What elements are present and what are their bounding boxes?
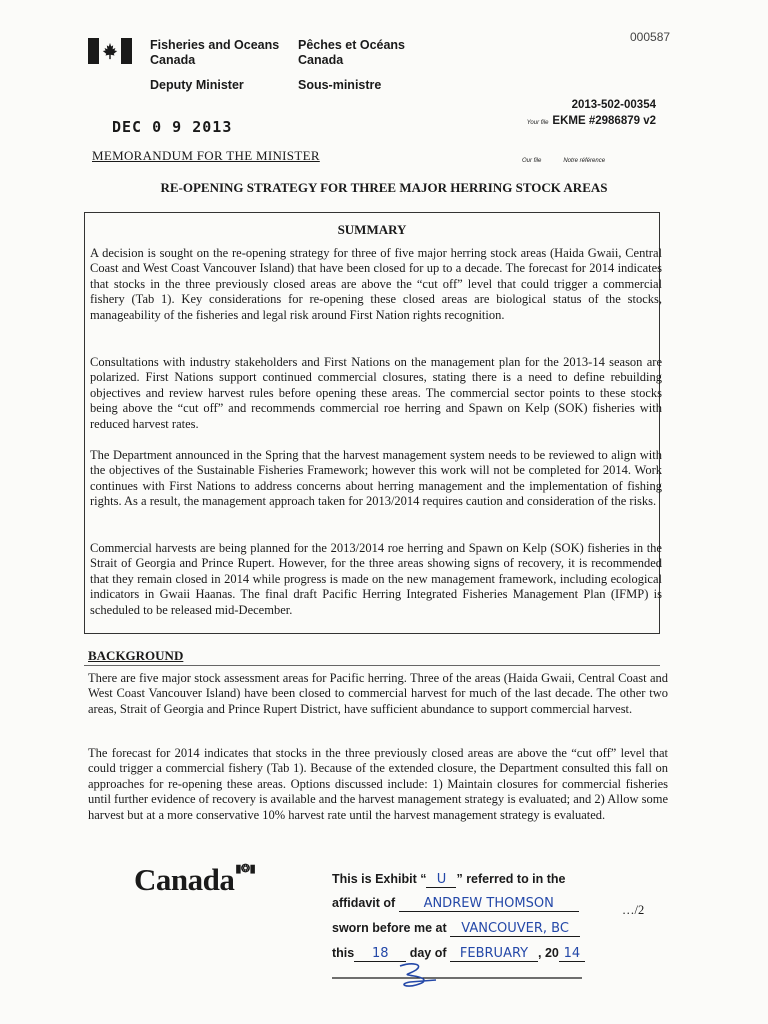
file-number: 2013-502-00354 — [571, 99, 656, 111]
office-french: Sous-ministre — [298, 78, 382, 92]
sworn-year: 14 — [559, 947, 585, 962]
your-file-reference — [527, 115, 656, 127]
divider — [84, 665, 660, 666]
exhibit-stamp-line-3: sworn before me at VANCOUVER, BC — [332, 921, 580, 937]
summary-heading: SUMMARY — [337, 222, 407, 237]
exhibit-stamp-line-4: this 18 day of FEBRUARY , 20 14 — [332, 946, 585, 962]
your-file-value: EKME #2986879 v2 — [552, 115, 656, 127]
exhibit-stamp-line-1: This is Exhibit “ U ” referred to in the — [332, 872, 566, 887]
affiant-name: ANDREW THOMSON — [399, 897, 579, 912]
memo-label: MEMORANDUM FOR THE MINISTER — [92, 148, 320, 163]
summary-paragraph-2: Consultations with industry stakeholders and First Nations on the management plan for the 2013-14 season are polarized. First Nations support continued commercial closures, stating there is a need to define rebuilding objectives and review harvest rules before opening these areas. The commercial sector points to these stocks being above the “cut off” and recommends commercial roe herring and Spawn on Kelp (SOK) fisheries with reduced harvest rates. — [90, 355, 662, 431]
your-file-label: Your file — [526, 120, 549, 126]
sworn-place: VANCOUVER, BC — [450, 922, 580, 937]
background-paragraph-2: The forecast for 2014 indicates that stocks in the three previously closed areas are above the “cut off” level that could trigger a commercial fishery (Tab 1). Because of the extended closure, the Department consulted this fall on approaches for re-opening these areas. Options discussed include: 1) Maintain closures for commercial fisheries until further evidence of recovery is available and the harvest management strategy is evaluated; and 2) Allow some harvest but at a more conservative 10% harvest rate until the harvest management strategy is evaluated. — [88, 746, 668, 822]
our-reference-label: Notre référence — [563, 158, 606, 164]
flag-mark-icon: ▮❂▮ — [235, 863, 256, 875]
document-number: 000587 — [630, 30, 671, 44]
commissioner-signature — [332, 960, 592, 990]
our-file-label: Our file — [522, 158, 542, 164]
summary-paragraph-1: A decision is sought on the re-opening strategy for three of five major herring stock areas (Haida Gwaii, Central Coast and West Coast Vancouver Island) that have been closed for up to a decade. The forecast for 2014 indicates that stocks in the three previously closed areas are above the “cut off” level that could trigger a commercial fishery (Tab 1). Key considerations for re-opening these closed areas are biological status of the stocks, manageability of the fisheries and legal risk around First Nation rights recognition. — [90, 246, 662, 322]
office-english: Deputy Minister — [150, 78, 244, 92]
sworn-month: FEBRUARY — [450, 947, 538, 962]
background-paragraph-1: There are five major stock assessment areas for Pacific herring. Three of the areas (Haida Gwaii, Central Coast and West Coast Vancouver Island) have been closed to commercial harvest for much of the last decade. The other two areas, Strait of Georgia and Prince Rupert District, have sufficient abundance to support commercial harvest. — [88, 671, 668, 716]
sworn-day: 18 — [354, 947, 406, 962]
page-continuation: …/2 — [622, 903, 645, 917]
maple-leaf-icon — [101, 42, 119, 60]
our-file-labels — [522, 158, 605, 164]
exhibit-stamp-line-2: affidavit of ANDREW THOMSON — [332, 896, 579, 912]
date-stamp: DEC 0 9 2013 — [112, 118, 233, 136]
summary-paragraph-3: The Department announced in the Spring that the harvest management system needs to be reviewed to align with the objectives of the Sustainable Fisheries Framework; however this work will not be completed for 2014. Work continues with First Nations to address concerns about herring management and the implementation of fishing rights. As a result, the management approach taken for 2013/2014 requires caution and consideration of the risks. — [90, 448, 662, 509]
summary-paragraph-4: Commercial harvests are being planned for the 2013/2014 roe herring and Spawn on Kelp (SOK) fisheries in the Strait of Georgia and Prince Rupert. However, for the three areas showing signs of recovery, it is recommended that they remain closed in 2014 while progress is made on the new management framework, including ecological indicators in Gwaii Haanas. The final draft Pacific Herring Integrated Fisheries Management Plan (IFMP) is scheduled to be released mid-December. — [90, 541, 662, 617]
department-name-french: Pêches et Océans Canada — [298, 38, 406, 67]
department-name-english: Fisheries and Oceans Canada — [150, 38, 280, 67]
canada-flag-logo — [88, 38, 132, 64]
background-heading: BACKGROUND — [88, 648, 184, 663]
memo-title: RE-OPENING STRATEGY FOR THREE MAJOR HERRING STOCK AREAS — [160, 180, 608, 195]
canada-wordmark: Canada▮❂▮ — [134, 862, 256, 897]
exhibit-letter: U — [426, 873, 456, 888]
